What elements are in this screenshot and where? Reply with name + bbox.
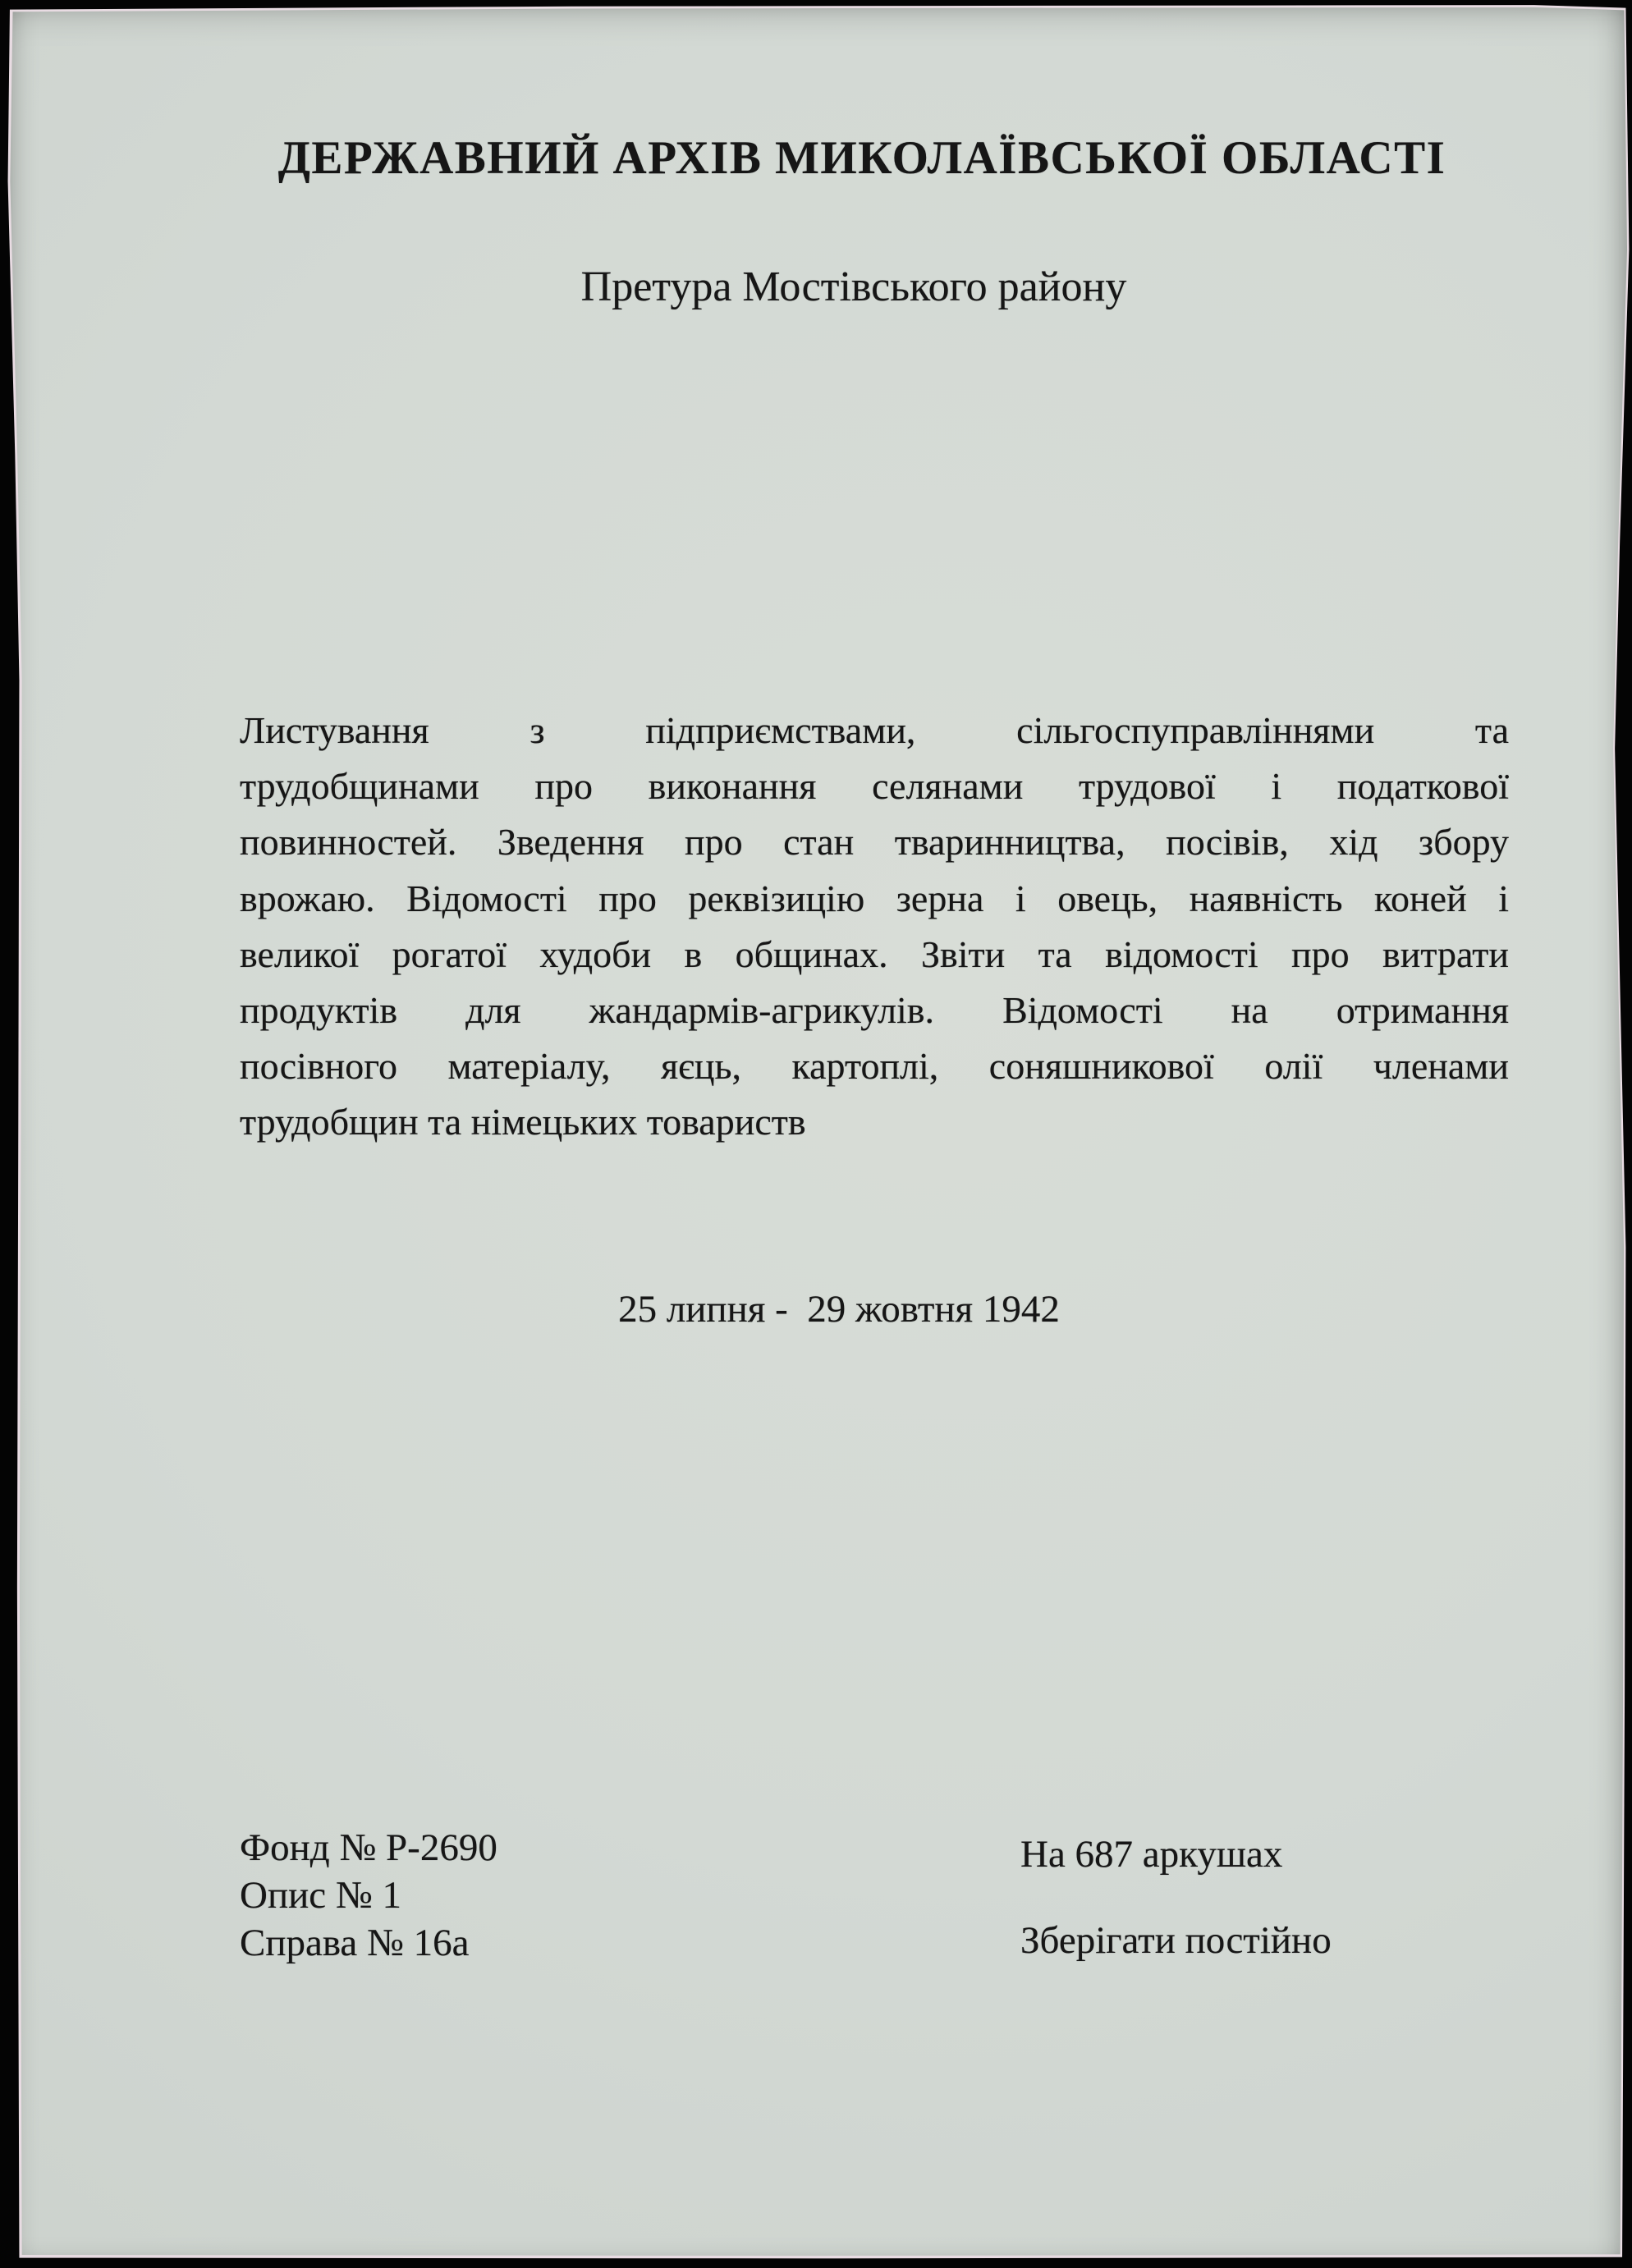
- file-number: Справа № 16а: [240, 1922, 470, 1964]
- description-line: повинностей. Зведення про стан тваринництва, посівів, хід збору: [240, 821, 1509, 864]
- date-range: 25 липня - 29 жовтня 1942: [618, 1288, 1060, 1331]
- description-line: врожаю. Відомості про реквізицію зерна і овець, наявність коней і: [240, 877, 1509, 919]
- description-line: великої рогатої худоби в общинах. Звіти та відомості про витрати: [240, 932, 1509, 975]
- description-line: посівного матеріалу, яєць, картоплі, соняшникової олії членами: [240, 1045, 1509, 1088]
- archival-references: [240, 1824, 497, 1967]
- description-line: трудобщин та німецьких товариств: [240, 1101, 806, 1143]
- inventory-number: Опис № 1: [240, 1874, 401, 1917]
- case-description: [240, 703, 1509, 1151]
- fond-title: Претура Мостівського району: [580, 263, 1127, 310]
- retention-note: Зберігати постійно: [1020, 1919, 1332, 1962]
- description-line: трудобщинами про виконання селянами трудової і податкової: [240, 765, 1509, 808]
- description-line: Листування з підприємствами, сільгоспуправліннями та: [240, 709, 1509, 751]
- sheet-count: На 687 аркушах: [1020, 1833, 1283, 1876]
- fond-number: Фонд № Р-2690: [240, 1826, 497, 1869]
- archive-name-heading: ДЕРЖАВНИЙ АРХІВ МИКОЛАЇВСЬКОЇ ОБЛАСТІ: [277, 132, 1446, 184]
- description-line: продуктів для жандармів-агрикулів. Відомості на отримання: [240, 988, 1509, 1031]
